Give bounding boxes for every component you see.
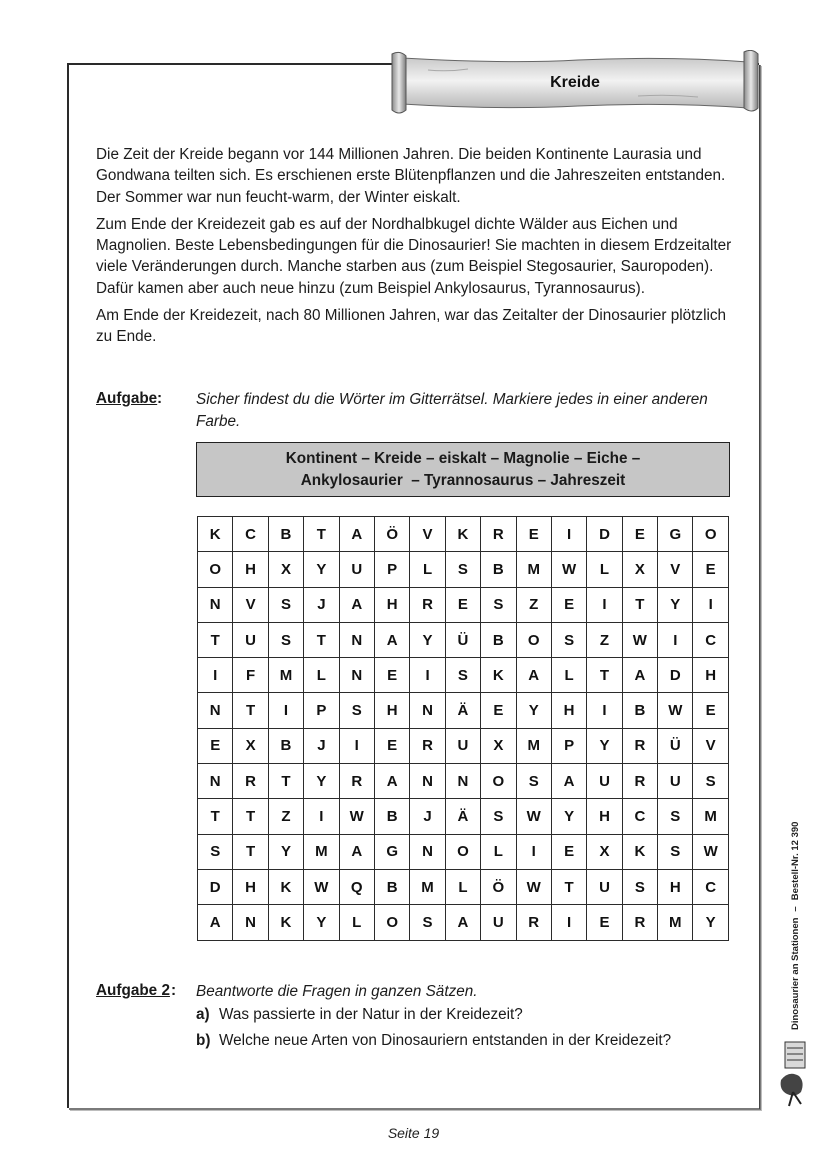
grid-cell: P — [374, 552, 409, 587]
grid-cell: V — [233, 587, 268, 622]
grid-row — [198, 587, 729, 622]
grid-cell: M — [516, 552, 551, 587]
grid-row — [198, 693, 729, 728]
grid-cell: T — [622, 587, 657, 622]
grid-cell: Ä — [445, 693, 480, 728]
grid-cell: C — [693, 869, 728, 904]
grid-cell: U — [481, 905, 516, 940]
grid-cell: N — [410, 764, 445, 799]
grid-cell: A — [516, 658, 551, 693]
grid-cell: K — [622, 834, 657, 869]
question-marker: a) — [196, 1006, 210, 1023]
grid-cell: M — [658, 905, 693, 940]
grid-cell: Y — [551, 799, 586, 834]
grid-cell: R — [410, 728, 445, 763]
grid-cell: K — [268, 869, 303, 904]
grid-cell: H — [233, 869, 268, 904]
question-marker: b) — [196, 1032, 211, 1049]
grid-cell: Ü — [445, 622, 480, 657]
grid-cell: H — [374, 587, 409, 622]
grid-cell: A — [339, 517, 374, 552]
grid-cell: A — [551, 764, 586, 799]
grid-cell: X — [622, 552, 657, 587]
grid-cell: V — [693, 728, 728, 763]
publication-title: Dinosaurier an Stationen — [789, 917, 801, 1030]
grid-cell: B — [374, 799, 409, 834]
grid-cell: A — [445, 905, 480, 940]
grid-cell: L — [410, 552, 445, 587]
grid-cell: U — [445, 728, 480, 763]
grid-cell: L — [304, 658, 339, 693]
grid-cell: W — [339, 799, 374, 834]
grid-cell: I — [198, 658, 233, 693]
grid-cell: R — [622, 905, 657, 940]
grid-cell: S — [481, 587, 516, 622]
grid-cell: T — [587, 658, 622, 693]
grid-cell: O — [693, 517, 728, 552]
grid-cell: O — [445, 834, 480, 869]
grid-row — [198, 658, 729, 693]
grid-cell: C — [693, 622, 728, 657]
grid-cell: O — [198, 552, 233, 587]
grid-cell: T — [551, 869, 586, 904]
word-list-box — [196, 442, 730, 497]
grid-cell: U — [233, 622, 268, 657]
grid-row — [198, 622, 729, 657]
grid-cell: N — [198, 587, 233, 622]
grid-cell: I — [410, 658, 445, 693]
task2-colon: : — [171, 982, 177, 999]
grid-cell: L — [551, 658, 586, 693]
grid-cell: S — [658, 834, 693, 869]
grid-cell: O — [481, 764, 516, 799]
grid-cell: M — [304, 834, 339, 869]
grid-cell: I — [587, 587, 622, 622]
grid-cell: S — [481, 799, 516, 834]
grid-cell: J — [304, 587, 339, 622]
grid-cell: I — [551, 905, 586, 940]
grid-cell: V — [658, 552, 693, 587]
grid-cell: N — [233, 905, 268, 940]
grid-cell: I — [587, 693, 622, 728]
grid-cell: W — [304, 869, 339, 904]
question-text: Welche neue Arten von Dinosauriern entstanden in der Kreidezeit? — [219, 1032, 672, 1049]
grid-cell: M — [516, 728, 551, 763]
grid-cell: E — [374, 658, 409, 693]
grid-cell: Y — [516, 693, 551, 728]
grid-cell: W — [516, 869, 551, 904]
separator-dash: – — [789, 906, 801, 912]
grid-cell: Y — [587, 728, 622, 763]
task1-colon: : — [157, 390, 163, 407]
grid-cell: Ü — [658, 728, 693, 763]
grid-cell: L — [445, 869, 480, 904]
grid-cell: E — [551, 587, 586, 622]
intro-text — [96, 144, 736, 354]
grid-cell: S — [268, 622, 303, 657]
task1-label: Aufgabe — [96, 390, 158, 407]
grid-cell: I — [339, 728, 374, 763]
grid-cell: R — [622, 728, 657, 763]
grid-cell: Y — [410, 622, 445, 657]
grid-cell: S — [339, 693, 374, 728]
grid-cell: T — [233, 834, 268, 869]
grid-cell: Y — [693, 905, 728, 940]
grid-cell: K — [268, 905, 303, 940]
word-search-grid — [197, 516, 729, 941]
grid-cell: E — [587, 905, 622, 940]
grid-cell: X — [268, 552, 303, 587]
grid-cell: Q — [339, 869, 374, 904]
grid-cell: S — [445, 658, 480, 693]
grid-cell: M — [410, 869, 445, 904]
grid-cell: S — [551, 622, 586, 657]
grid-cell: W — [693, 834, 728, 869]
grid-cell: E — [693, 693, 728, 728]
grid-cell: I — [516, 834, 551, 869]
grid-cell: N — [410, 834, 445, 869]
title-scroll-banner — [388, 50, 762, 116]
grid-cell: M — [693, 799, 728, 834]
grid-cell: I — [658, 622, 693, 657]
intro-paragraph: Die Zeit der Kreide begann vor 144 Millionen Jahren. Die beiden Kontinente Laurasia und Gondwana teilten sich. Es erschienen erste Blütenpflanzen und die Jahreszeiten entstanden. Der Sommer war nun feucht-warm, der Winter eiskalt. — [96, 146, 726, 206]
grid-cell: N — [198, 693, 233, 728]
grid-cell: J — [304, 728, 339, 763]
grid-cell: O — [516, 622, 551, 657]
grid-cell: S — [622, 869, 657, 904]
grid-cell: R — [481, 517, 516, 552]
publisher-logo-icon — [775, 1040, 811, 1110]
grid-cell: P — [304, 693, 339, 728]
grid-cell: H — [551, 693, 586, 728]
grid-cell: R — [410, 587, 445, 622]
grid-cell: V — [410, 517, 445, 552]
order-number: Bestell-Nr. 12 390 — [789, 821, 801, 901]
grid-cell: S — [658, 799, 693, 834]
grid-row — [198, 905, 729, 940]
grid-cell: A — [339, 587, 374, 622]
grid-cell: N — [339, 658, 374, 693]
grid-cell: E — [516, 517, 551, 552]
grid-cell: M — [268, 658, 303, 693]
grid-cell: I — [304, 799, 339, 834]
grid-cell: I — [693, 587, 728, 622]
grid-cell: H — [658, 869, 693, 904]
grid-cell: Z — [587, 622, 622, 657]
grid-cell: Ä — [445, 799, 480, 834]
grid-cell: E — [481, 693, 516, 728]
word-list-line: Ankylosaurier – Tyrannosaurus – Jahreszeit — [300, 471, 626, 489]
grid-row — [198, 764, 729, 799]
grid-cell: Ö — [374, 517, 409, 552]
grid-cell: E — [693, 552, 728, 587]
task2-instruction: Beantworte die Fragen in ganzen Sätzen. — [196, 983, 478, 1000]
grid-cell: N — [445, 764, 480, 799]
grid-cell: B — [268, 728, 303, 763]
grid-cell: F — [233, 658, 268, 693]
grid-cell: X — [587, 834, 622, 869]
grid-cell: S — [410, 905, 445, 940]
grid-cell: R — [339, 764, 374, 799]
grid-cell: B — [374, 869, 409, 904]
grid-cell: H — [374, 693, 409, 728]
grid-cell: T — [198, 799, 233, 834]
task2-label: Aufgabe 2 — [96, 982, 170, 999]
grid-cell: U — [587, 764, 622, 799]
grid-cell: H — [693, 658, 728, 693]
grid-cell: W — [658, 693, 693, 728]
grid-cell: T — [233, 693, 268, 728]
grid-cell: H — [587, 799, 622, 834]
grid-row — [198, 552, 729, 587]
grid-cell: W — [516, 799, 551, 834]
grid-cell: U — [658, 764, 693, 799]
grid-cell: L — [339, 905, 374, 940]
grid-cell: A — [622, 658, 657, 693]
grid-cell: N — [198, 764, 233, 799]
grid-cell: C — [622, 799, 657, 834]
grid-cell: H — [233, 552, 268, 587]
grid-cell: N — [339, 622, 374, 657]
question-list — [196, 1004, 676, 1056]
word-list-line: Kontinent – Kreide – eiskalt – Magnolie – Eiche – — [285, 449, 641, 467]
grid-cell: J — [410, 799, 445, 834]
side-publication-info — [787, 770, 803, 1030]
grid-cell: Y — [304, 905, 339, 940]
grid-row — [198, 517, 729, 552]
grid-cell: E — [445, 587, 480, 622]
grid-cell: A — [198, 905, 233, 940]
grid-cell: S — [198, 834, 233, 869]
grid-cell: A — [339, 834, 374, 869]
grid-cell: P — [551, 728, 586, 763]
intro-paragraph: Zum Ende der Kreidezeit gab es auf der Nordhalbkugel dichte Wälder aus Eichen und Magnolien. Beste Lebensbedingungen für die Dinosaurier! Sie machten in diesem Erdzeitalter viele Veränderungen durch. Manche starben aus (zum Beispiel Stegosaurier, Sauropoden). Dafür kamen aber auch neue hinzu (zum Beispiel Ankylosaurus, Tyrannosaurus). — [96, 215, 732, 297]
grid-cell: I — [551, 517, 586, 552]
grid-cell: Y — [304, 552, 339, 587]
grid-cell: S — [445, 552, 480, 587]
grid-row — [198, 869, 729, 904]
page-title: Kreide — [550, 74, 600, 91]
grid-row — [198, 799, 729, 834]
grid-cell: Z — [268, 799, 303, 834]
grid-cell: R — [233, 764, 268, 799]
grid-cell: U — [339, 552, 374, 587]
grid-cell: G — [658, 517, 693, 552]
grid-cell: T — [304, 622, 339, 657]
grid-cell: A — [374, 622, 409, 657]
grid-cell: L — [587, 552, 622, 587]
grid-cell: E — [198, 728, 233, 763]
grid-cell: B — [268, 517, 303, 552]
intro-paragraph: Am Ende der Kreidezeit, nach 80 Millionen Jahren, war das Zeitalter der Dinosaurier plötzlich zu Ende. — [96, 307, 727, 346]
grid-cell: R — [622, 764, 657, 799]
grid-cell: T — [233, 799, 268, 834]
grid-cell: K — [445, 517, 480, 552]
grid-cell: U — [587, 869, 622, 904]
grid-cell: O — [374, 905, 409, 940]
grid-cell: C — [233, 517, 268, 552]
grid-cell: S — [693, 764, 728, 799]
grid-cell: E — [622, 517, 657, 552]
question-item — [196, 1030, 676, 1052]
grid-cell: X — [481, 728, 516, 763]
grid-cell: S — [516, 764, 551, 799]
grid-cell: A — [374, 764, 409, 799]
question-text: Was passierte in der Natur in der Kreidezeit? — [219, 1006, 523, 1023]
grid-cell: E — [551, 834, 586, 869]
grid-cell: K — [198, 517, 233, 552]
grid-cell: D — [198, 869, 233, 904]
grid-cell: N — [410, 693, 445, 728]
grid-cell: T — [268, 764, 303, 799]
grid-cell: L — [481, 834, 516, 869]
grid-cell: S — [268, 587, 303, 622]
grid-cell: B — [481, 552, 516, 587]
grid-cell: E — [374, 728, 409, 763]
grid-cell: D — [587, 517, 622, 552]
grid-cell: T — [198, 622, 233, 657]
grid-cell: W — [551, 552, 586, 587]
grid-row — [198, 834, 729, 869]
grid-cell: Z — [516, 587, 551, 622]
page-number: Seite 19 — [387, 1125, 440, 1141]
grid-cell: Y — [304, 764, 339, 799]
question-item — [196, 1004, 676, 1026]
grid-cell: B — [481, 622, 516, 657]
grid-row — [198, 728, 729, 763]
grid-cell: B — [622, 693, 657, 728]
grid-cell: R — [516, 905, 551, 940]
grid-cell: Y — [658, 587, 693, 622]
grid-cell: W — [622, 622, 657, 657]
grid-cell: D — [658, 658, 693, 693]
grid-cell: T — [304, 517, 339, 552]
grid-cell: K — [481, 658, 516, 693]
grid-cell: X — [233, 728, 268, 763]
grid-cell: I — [268, 693, 303, 728]
grid-cell: G — [374, 834, 409, 869]
grid-cell: Ö — [481, 869, 516, 904]
grid-cell: Y — [268, 834, 303, 869]
task1-instruction: Sicher findest du die Wörter im Gitterrätsel. Markiere jedes in einer anderen Farbe. — [196, 391, 708, 430]
